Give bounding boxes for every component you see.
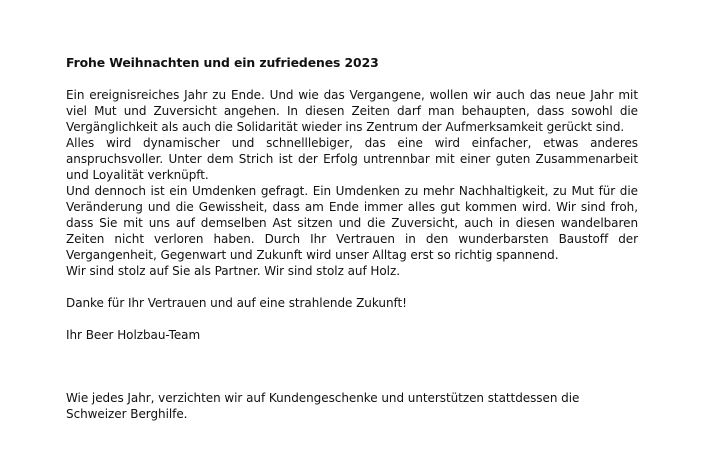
letter-body xyxy=(66,87,638,279)
footer-note: Wie jedes Jahr, verzichten wir auf Kundengeschenke und unterstützen stattdessen die Schweizer Berghilfe. xyxy=(66,391,580,421)
letter xyxy=(66,54,638,343)
body-paragraph: Und dennoch ist ein Umdenken gefragt. Ein Umdenken zu mehr Nachhaltigkeit, zu Mut für die Veränderung und die Gewissheit, dass am Ende immer alles gut kommen wird. Wir sind froh, dass Sie mit uns auf demselben Ast sitzen und die Zuversicht, auch in diesen wandelbaren Zeiten nicht verloren haben. Durch Ihr Vertrauen in den wunderbarsten Baustoff der Vergangenheit, Gegenwart und Zukunft wird unser Alltag erst so richtig spannend. xyxy=(66,184,638,262)
body-paragraph: Alles wird dynamischer und schnelllebiger, das eine wird einfacher, etwas anderes anspruchsvoller. Unter dem Strich ist der Erfolg untrennbar mit einer guten Zusammenarbeit und Loyalität verknüpft. xyxy=(66,136,638,182)
signature: Ihr Beer Holzbau-Team xyxy=(66,328,201,342)
closing-thanks: Danke für Ihr Vertrauen und auf eine strahlende Zukunft! xyxy=(66,296,407,310)
letter-heading: Frohe Weihnachten und ein zufriedenes 2023 xyxy=(66,55,379,70)
body-paragraph: Ein ereignisreiches Jahr zu Ende. Und wie das Vergangene, wollen wir auch das neue Jahr mit viel Mut und Zuversicht angehen. In diesen Zeiten darf man behaupten, dass sowohl die Vergänglichkeit als auch die Solidarität wieder ins Zentrum der Aufmerksamkeit gerückt sind. xyxy=(66,88,638,134)
body-paragraph: Wir sind stolz auf Sie als Partner. Wir sind stolz auf Holz. xyxy=(66,264,400,278)
